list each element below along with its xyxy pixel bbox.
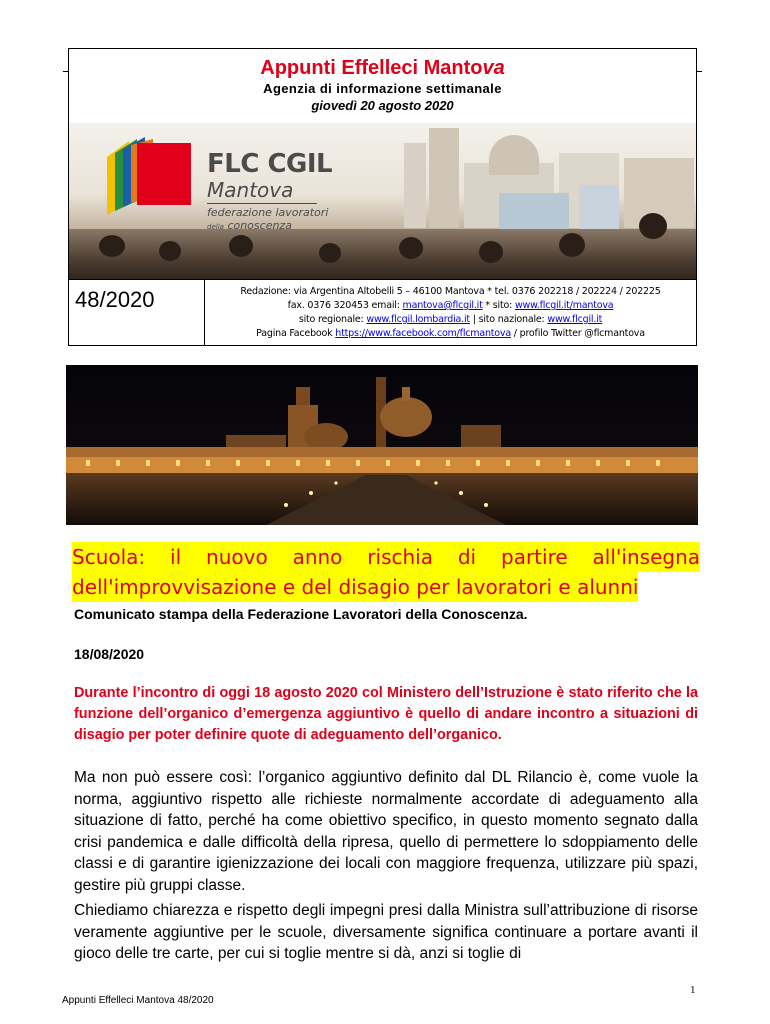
- masthead: [68, 48, 697, 280]
- article-lead: Durante l’incontro di oggi 18 agosto 2020 col Ministero dell’Istruzione è stato riferito che la funzione dell’organico d’emergenza aggiuntivo è quello di andare incontro a situazioni di disagio per poter definire quote di adeguamento dell’organico.: [74, 685, 698, 743]
- email-link[interactable]: mantova@flcgil.it: [402, 300, 483, 311]
- logo-city: Mantova: [207, 178, 294, 202]
- facebook-link[interactable]: https://www.facebook.com/flcmantova: [335, 328, 511, 339]
- page-number: 1: [690, 984, 696, 996]
- press-release-label: Comunicato stampa della Federazione Lavoratori della Conoscenza.: [74, 606, 528, 622]
- regional-site-link[interactable]: www.flcgil.lombardia.it: [366, 314, 470, 325]
- headline-line-2: dell'improvvisazione e del disagio per lavoratori e alunni: [72, 572, 638, 602]
- newsletter-subtitle: Agenzia di informazione settimanale: [263, 81, 502, 96]
- info-row: [68, 280, 697, 346]
- article-paragraph-2: Chiediamo chiarezza e rispetto degli impegni presi dalla Ministra sull’attribuzione di risorse veramente aggiuntive per le scuole, diversamente significa continuare a portare avanti il gioco delle tre carte, per cui si toglie mentre si dà, anzi si toglie di: [74, 902, 698, 962]
- national-site-link[interactable]: www.flcgil.it: [547, 314, 603, 325]
- logo-wordmark: FLC CGIL: [207, 149, 333, 179]
- newsletter-date: giovedì 20 agosto 2020: [311, 98, 454, 113]
- headline-line-1: Scuola: il nuovo anno rischia di partire all'insegna: [72, 542, 700, 572]
- site-link[interactable]: www.flcgil.it/mantova: [514, 300, 614, 311]
- newsletter-title: Appunti Effelleci Mantova: [260, 57, 505, 79]
- issue-number: 48/2020: [69, 280, 205, 345]
- flc-cgil-logo-icon: [101, 137, 193, 217]
- logo-tagline-1: federazione lavoratori: [207, 206, 329, 219]
- article-date: 18/08/2020: [74, 646, 145, 662]
- contact-info: Redazione: via Argentina Altobelli 5 – 46100 Mantova * tel. 0376 202218 / 202224 / 202225 fax. 0376 320453 email: mantova@flcgil.it * sito: www.flcgil.it/mantova sito regionale: www.flcgil.lombardia.it | sito nazionale: www.flcgil.it Pagina Facebook https://www.facebook.com/flcmantova / profilo Twitter @flcmantova: [240, 286, 661, 339]
- logo-tagline-2: della conoscenza: [207, 219, 292, 232]
- article-paragraph-1: Ma non può essere così: l’organico aggiuntivo definito dal DL Rilancio è, come vuole la norma, aggiuntivo rispetto alle richieste normalmente accordate di adeguamento alla situazione di fatto, perché ha come obiettivo specifico, in questo momento segnato dalla crisi pandemica e dalle difficoltà della ripresa, quello di permettere lo sdoppiamento delle classi e di garantire igienizzazione dei locali con maggiore frequenza, utilizzare più spazi, gestire più gruppi classe.: [74, 769, 698, 894]
- article-headline: [72, 542, 700, 602]
- page-footer: Appunti Effelleci Mantova 48/2020: [62, 995, 214, 1006]
- mantova-night-photo: [66, 365, 698, 525]
